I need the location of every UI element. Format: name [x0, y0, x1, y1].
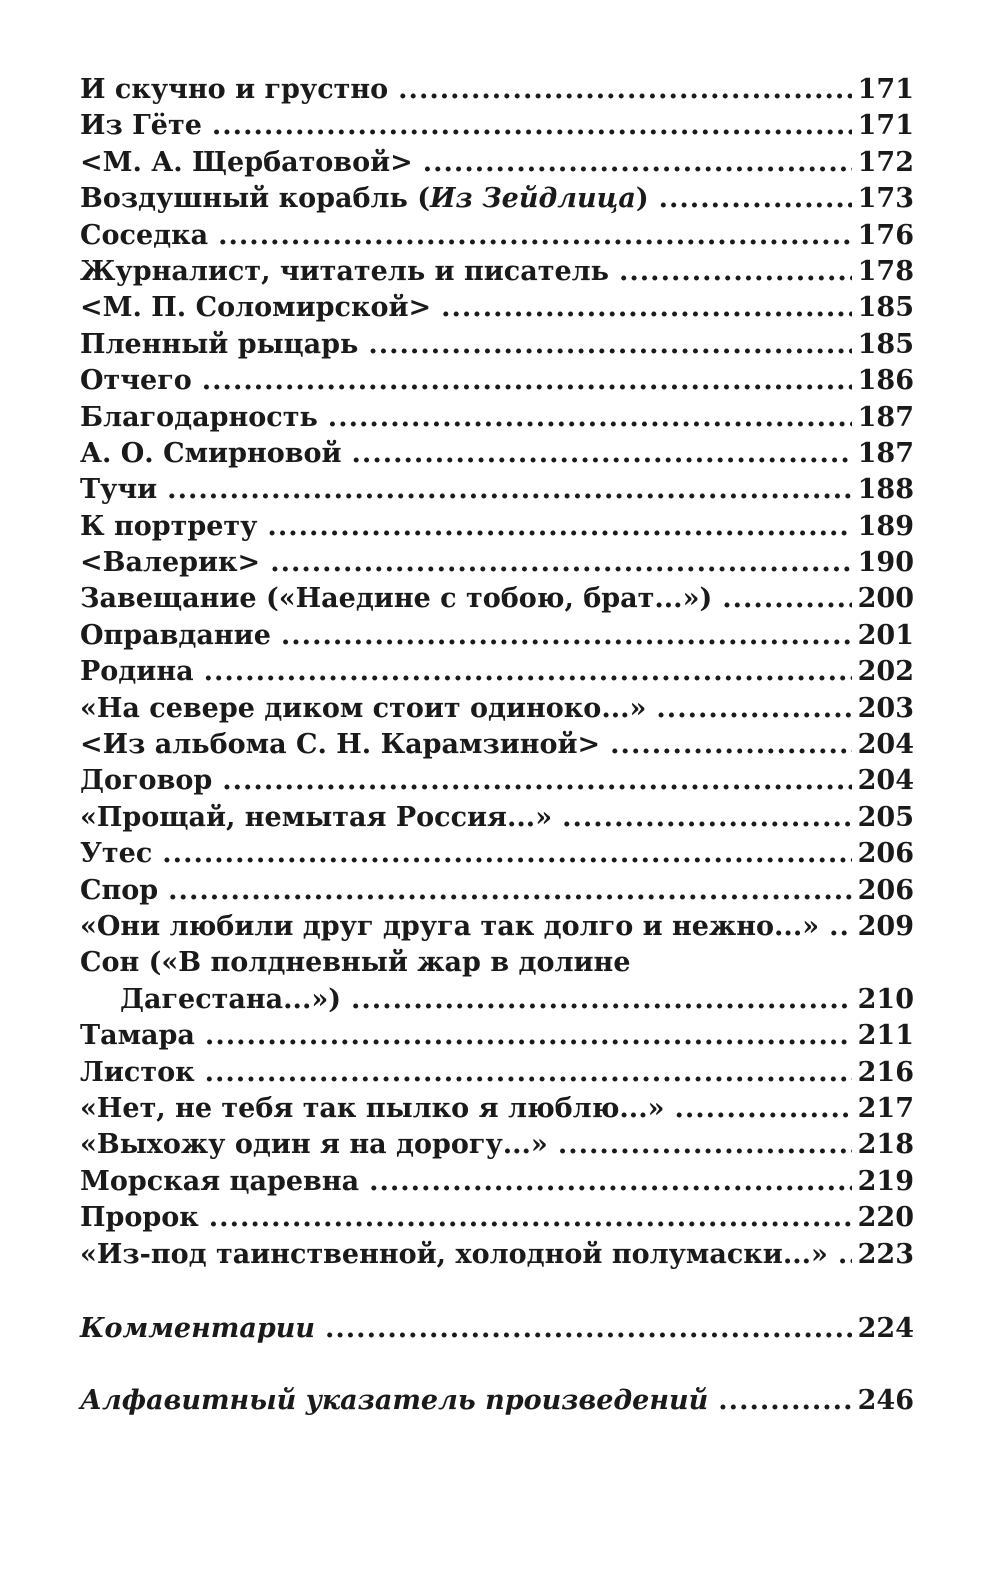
leader-dots [222, 765, 851, 796]
leader-dots [168, 875, 851, 906]
entry-title: А. О. Смирновой [80, 437, 342, 469]
entry-title: Листок [80, 1056, 195, 1088]
leader-dots [368, 329, 851, 360]
leader-dots [722, 583, 851, 614]
entry-title: <М. П. Соломирской> [80, 292, 432, 324]
entry-title: Пленный рыцарь [80, 328, 359, 360]
entry-title: Морская царевна [80, 1165, 360, 1197]
entry-title: «Из-под таинственной, холодной полумаски...» [80, 1238, 828, 1270]
entry-page: 202 [857, 656, 914, 688]
entry-page: 223 [857, 1238, 914, 1270]
entry-title: Отчего [80, 365, 192, 397]
leader-dots [619, 256, 852, 287]
entry-page: 171 [857, 74, 914, 105]
entry-page: 187 [857, 437, 914, 469]
leader-dots [838, 1239, 852, 1270]
toc-entry [80, 1202, 914, 1238]
entry-page: 210 [857, 983, 914, 1015]
leader-dots [610, 729, 851, 760]
toc-entry [80, 402, 914, 438]
entry-title: «Прощай, немытая Россия...» [80, 801, 553, 833]
entry-page: 200 [857, 583, 914, 615]
toc-entry [80, 329, 914, 365]
table-of-contents [80, 74, 914, 1422]
entry-title [80, 183, 649, 214]
section-spacer [80, 1349, 914, 1385]
entry-title: Соседка [80, 219, 209, 251]
entry-page: 220 [857, 1202, 914, 1234]
section-title: Комментарии [80, 1312, 315, 1344]
entry-page: 209 [857, 910, 914, 942]
leader-dots [267, 511, 851, 542]
toc-entry [80, 620, 914, 656]
toc-entry [80, 838, 914, 874]
toc-entry [80, 911, 914, 947]
toc-entry [80, 1239, 914, 1275]
entry-page: 216 [857, 1056, 914, 1088]
leader-dots [423, 147, 852, 178]
entry-title-continued: Дагестана...») [120, 983, 341, 1015]
entry-page: 219 [857, 1165, 914, 1197]
entry-page: 217 [857, 1092, 914, 1124]
toc-entry [80, 693, 914, 729]
leader-dots [328, 402, 852, 433]
leader-dots [167, 474, 851, 505]
toc-entry [80, 1166, 914, 1202]
leader-dots [218, 220, 852, 251]
entry-title: «Выхожу один я на дорогу...» [80, 1129, 548, 1161]
entry-title: Тамара [80, 1020, 195, 1052]
entry-page: 188 [857, 474, 914, 506]
leader-dots [162, 838, 851, 869]
leader-dots [562, 802, 852, 833]
entry-title: <Валерик> [80, 547, 261, 579]
leader-dots [205, 1020, 852, 1051]
entry-title: Благодарность [80, 401, 318, 433]
entry-title: К портрету [80, 510, 258, 542]
entry-title: Сон («В полдневный жар в долине [80, 947, 631, 979]
entry-page: 171 [857, 110, 914, 142]
leader-dots [829, 911, 852, 942]
toc-entry [80, 110, 914, 146]
toc-entry [80, 220, 914, 256]
entry-page: 187 [857, 401, 914, 433]
toc-entry [80, 1020, 914, 1056]
entry-title: Спор [80, 874, 159, 906]
toc-entry [80, 729, 914, 765]
entry-page: 176 [857, 219, 914, 251]
leader-dots [205, 1057, 852, 1088]
entry-title: Договор [80, 765, 213, 797]
leader-dots [352, 438, 852, 469]
toc-entry-line2 [80, 984, 914, 1020]
entry-page: 205 [857, 801, 914, 833]
entry-title: Оправдание [80, 619, 271, 651]
toc-entry [80, 474, 914, 510]
toc-entry [80, 292, 914, 328]
toc-entry [80, 183, 914, 219]
entry-title: <М. А. Щербатовой> [80, 146, 413, 178]
toc-entry [80, 765, 914, 801]
entry-page: 172 [857, 146, 914, 178]
entry-title-italic: Из Зейдлица [430, 183, 636, 215]
toc-entry [80, 511, 914, 547]
entry-page: 211 [857, 1020, 914, 1052]
leader-dots [718, 1385, 851, 1416]
leader-dots [441, 292, 852, 323]
leader-dots [659, 183, 852, 214]
toc-section-commentary [80, 1313, 914, 1349]
toc-entry [80, 74, 914, 110]
toc-entry [80, 1057, 914, 1093]
toc-entry [80, 365, 914, 401]
entry-page: 204 [857, 765, 914, 797]
toc-entry [80, 1129, 914, 1165]
entry-page: 186 [857, 365, 914, 397]
toc-entry [80, 1093, 914, 1129]
entry-title: Тучи [80, 474, 158, 506]
leader-dots [674, 1093, 851, 1124]
leader-dots [351, 984, 852, 1015]
entry-page: 173 [857, 183, 914, 215]
entry-title: Родина [80, 656, 194, 688]
entry-title: <Из альбома С. Н. Карамзиной> [80, 729, 601, 761]
toc-entry [80, 547, 914, 583]
leader-dots [325, 1313, 852, 1344]
entry-page: 206 [857, 838, 914, 870]
toc-entry-line1 [80, 947, 914, 983]
toc-entry [80, 438, 914, 474]
section-title: Алфавитный указатель произведений [80, 1385, 709, 1417]
leader-dots [656, 693, 851, 724]
toc-section-index [80, 1385, 914, 1421]
toc-entry [80, 147, 914, 183]
toc-entry [80, 656, 914, 692]
entry-page: 206 [857, 874, 914, 906]
entry-page: 185 [857, 328, 914, 360]
leader-dots [212, 110, 852, 141]
leader-dots [202, 365, 852, 396]
entry-title: «Они любили друг друга так долго и нежно...» [80, 910, 820, 942]
entry-title: И скучно и грустно [80, 74, 389, 105]
leader-dots [398, 74, 851, 105]
entry-title: «На севере диком стоит одиноко...» [80, 692, 647, 724]
entry-page: 203 [857, 692, 914, 724]
leader-dots [204, 656, 852, 687]
section-page: 246 [857, 1385, 914, 1417]
leader-dots [209, 1202, 852, 1233]
entry-title: «Нет, не тебя так пылко я люблю...» [80, 1092, 665, 1124]
leader-dots [369, 1166, 852, 1197]
toc-entry [80, 583, 914, 619]
entry-title: Журналист, читатель и писатель [80, 255, 609, 287]
entry-title: Завещание («Наедине с тобою, брат...») [80, 583, 713, 615]
entry-title: Пророк [80, 1202, 199, 1234]
leader-dots [558, 1129, 852, 1160]
toc-entry [80, 802, 914, 838]
entry-page: 178 [857, 255, 914, 287]
leader-dots [281, 620, 852, 651]
entry-title-main: Воздушный корабль ( [80, 183, 431, 215]
entry-page: 218 [857, 1129, 914, 1161]
leader-dots [270, 547, 851, 578]
entry-page: 201 [857, 619, 914, 651]
section-spacer [80, 1275, 914, 1313]
section-page: 224 [857, 1312, 914, 1344]
entry-title: Утес [80, 838, 153, 870]
entry-page: 189 [857, 510, 914, 542]
toc-entry [80, 875, 914, 911]
toc-entry [80, 256, 914, 292]
entry-title-end: ) [635, 183, 649, 215]
entry-page: 204 [857, 729, 914, 761]
entry-page: 190 [857, 547, 914, 579]
entry-page: 185 [857, 292, 914, 324]
entry-title: Из Гёте [80, 110, 202, 142]
